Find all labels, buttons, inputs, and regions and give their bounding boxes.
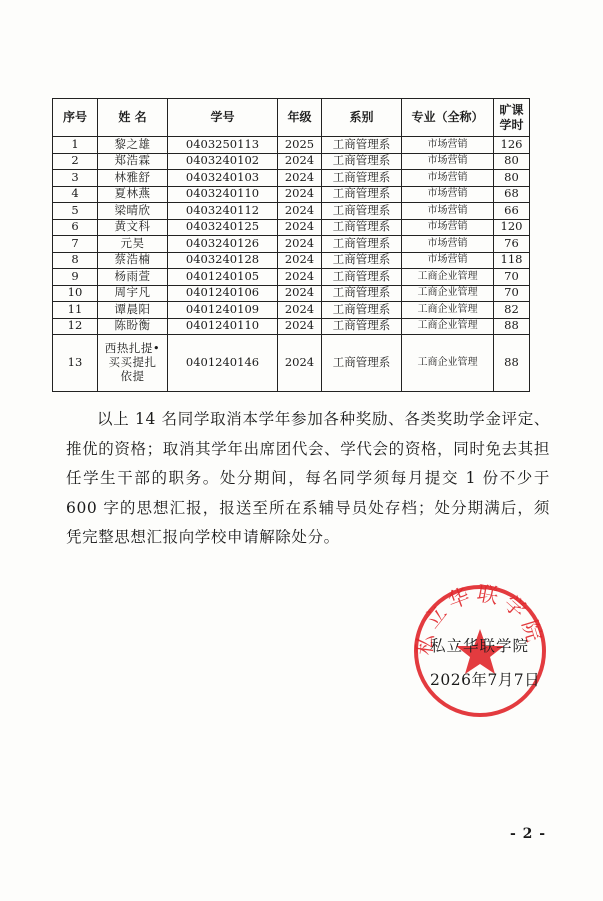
header-major: 专业（全称） xyxy=(402,99,494,137)
table-row xyxy=(53,269,530,286)
cell-department: 工商管理系 xyxy=(322,318,402,335)
cell-department: 工商管理系 xyxy=(322,302,402,319)
cell-grade: 2024 xyxy=(278,252,322,269)
cell-major: 工商企业管理 xyxy=(402,269,494,286)
cell-student-id: 0403240102 xyxy=(168,153,278,170)
cell-department: 工商管理系 xyxy=(322,269,402,286)
cell-grade: 2024 xyxy=(278,219,322,236)
cell-student-id: 0403240128 xyxy=(168,252,278,269)
cell-name: 陈盼衡 xyxy=(98,318,168,335)
cell-serial: 1 xyxy=(53,137,98,154)
header-absence-hours: 旷课学时 xyxy=(494,99,530,137)
cell-absence-hours: 82 xyxy=(494,302,530,319)
cell-grade: 2024 xyxy=(278,236,322,253)
cell-serial: 2 xyxy=(53,153,98,170)
cell-student-id: 0403250113 xyxy=(168,137,278,154)
cell-name: 西热扎提•买买提扎依提 xyxy=(98,335,168,392)
page-number: - 2 - xyxy=(510,826,547,842)
cell-major: 工商企业管理 xyxy=(402,335,494,392)
cell-department: 工商管理系 xyxy=(322,170,402,187)
cell-grade: 2025 xyxy=(278,137,322,154)
cell-major: 市场营销 xyxy=(402,203,494,220)
cell-major: 市场营销 xyxy=(402,219,494,236)
cell-department: 工商管理系 xyxy=(322,236,402,253)
cell-absence-hours: 126 xyxy=(494,137,530,154)
header-name: 姓 名 xyxy=(98,99,168,137)
cell-grade: 2024 xyxy=(278,153,322,170)
table-row xyxy=(53,318,530,335)
disciplinary-student-table xyxy=(52,98,530,392)
cell-serial: 10 xyxy=(53,285,98,302)
cell-serial: 13 xyxy=(53,335,98,392)
cell-department: 工商管理系 xyxy=(322,335,402,392)
cell-grade: 2024 xyxy=(278,302,322,319)
cell-department: 工商管理系 xyxy=(322,285,402,302)
cell-serial: 8 xyxy=(53,252,98,269)
cell-major: 市场营销 xyxy=(402,137,494,154)
cell-name: 杨雨萱 xyxy=(98,269,168,286)
cell-department: 工商管理系 xyxy=(322,153,402,170)
table-row xyxy=(53,170,530,187)
cell-grade: 2024 xyxy=(278,203,322,220)
signature-institution: 私立华联学院 xyxy=(430,637,530,655)
cell-absence-hours: 66 xyxy=(494,203,530,220)
cell-student-id: 0403240125 xyxy=(168,219,278,236)
cell-department: 工商管理系 xyxy=(322,219,402,236)
header-student-id: 学号 xyxy=(168,99,278,137)
cell-grade: 2024 xyxy=(278,318,322,335)
cell-name: 元昊 xyxy=(98,236,168,253)
cell-absence-hours: 80 xyxy=(494,153,530,170)
table-row xyxy=(53,186,530,203)
cell-name: 谭晨阳 xyxy=(98,302,168,319)
cell-serial: 4 xyxy=(53,186,98,203)
cell-absence-hours: 88 xyxy=(494,335,530,392)
table-row xyxy=(53,285,530,302)
cell-major: 市场营销 xyxy=(402,170,494,187)
cell-major: 工商企业管理 xyxy=(402,285,494,302)
cell-grade: 2024 xyxy=(278,335,322,392)
cell-serial: 3 xyxy=(53,170,98,187)
table-header-row xyxy=(53,99,530,137)
cell-student-id: 0401240146 xyxy=(168,335,278,392)
cell-student-id: 0401240106 xyxy=(168,285,278,302)
cell-name: 黄文科 xyxy=(98,219,168,236)
table-row xyxy=(53,302,530,319)
table-row xyxy=(53,252,530,269)
cell-name: 梁晴欣 xyxy=(98,203,168,220)
seal-text: 私立华联学院 xyxy=(412,583,548,657)
cell-absence-hours: 70 xyxy=(494,269,530,286)
cell-serial: 5 xyxy=(53,203,98,220)
cell-name: 黎之雄 xyxy=(98,137,168,154)
cell-name: 郑浩霖 xyxy=(98,153,168,170)
cell-student-id: 0403240110 xyxy=(168,186,278,203)
header-grade: 年级 xyxy=(278,99,322,137)
notice-paragraph: 以上 14 名同学取消本学年参加各种奖励、各类奖助学金评定、推优的资格；取消其学年出席团代会、学代会的资格，同时免去其担任学生干部的职务。处分期间，每名同学须每月提交 1 份不少于 600 字的思想汇报，报送至所在系辅导员处存档；处分期满后，须凭完整思想汇报向学校申请解除处分。 xyxy=(66,410,550,546)
cell-student-id: 0403240112 xyxy=(168,203,278,220)
cell-major: 市场营销 xyxy=(402,252,494,269)
cell-student-id: 0403240126 xyxy=(168,236,278,253)
cell-name: 林雅舒 xyxy=(98,170,168,187)
cell-absence-hours: 76 xyxy=(494,236,530,253)
table-row xyxy=(53,203,530,220)
cell-student-id: 0403240103 xyxy=(168,170,278,187)
cell-serial: 6 xyxy=(53,219,98,236)
cell-name: 蔡浩楠 xyxy=(98,252,168,269)
cell-student-id: 0401240110 xyxy=(168,318,278,335)
cell-name: 夏林燕 xyxy=(98,186,168,203)
cell-absence-hours: 88 xyxy=(494,318,530,335)
cell-grade: 2024 xyxy=(278,170,322,187)
cell-major: 工商企业管理 xyxy=(402,318,494,335)
cell-serial: 11 xyxy=(53,302,98,319)
cell-absence-hours: 120 xyxy=(494,219,530,236)
cell-absence-hours: 70 xyxy=(494,285,530,302)
cell-absence-hours: 118 xyxy=(494,252,530,269)
signature-date: 2026年7月7日 xyxy=(430,671,541,689)
cell-serial: 7 xyxy=(53,236,98,253)
cell-student-id: 0401240109 xyxy=(168,302,278,319)
cell-grade: 2024 xyxy=(278,285,322,302)
cell-serial: 12 xyxy=(53,318,98,335)
cell-department: 工商管理系 xyxy=(322,137,402,154)
header-department: 系别 xyxy=(322,99,402,137)
header-serial: 序号 xyxy=(53,99,98,137)
cell-department: 工商管理系 xyxy=(322,252,402,269)
cell-student-id: 0401240105 xyxy=(168,269,278,286)
cell-absence-hours: 80 xyxy=(494,170,530,187)
cell-major: 市场营销 xyxy=(402,186,494,203)
cell-absence-hours: 68 xyxy=(494,186,530,203)
cell-name: 周宇凡 xyxy=(98,285,168,302)
cell-major: 市场营销 xyxy=(402,153,494,170)
table-row xyxy=(53,219,530,236)
cell-grade: 2024 xyxy=(278,186,322,203)
cell-department: 工商管理系 xyxy=(322,203,402,220)
cell-major: 工商企业管理 xyxy=(402,302,494,319)
table-row xyxy=(53,153,530,170)
table-row xyxy=(53,335,530,392)
cell-major: 市场营销 xyxy=(402,236,494,253)
table-row xyxy=(53,137,530,154)
table-row xyxy=(53,236,530,253)
cell-department: 工商管理系 xyxy=(322,186,402,203)
cell-serial: 9 xyxy=(53,269,98,286)
cell-grade: 2024 xyxy=(278,269,322,286)
